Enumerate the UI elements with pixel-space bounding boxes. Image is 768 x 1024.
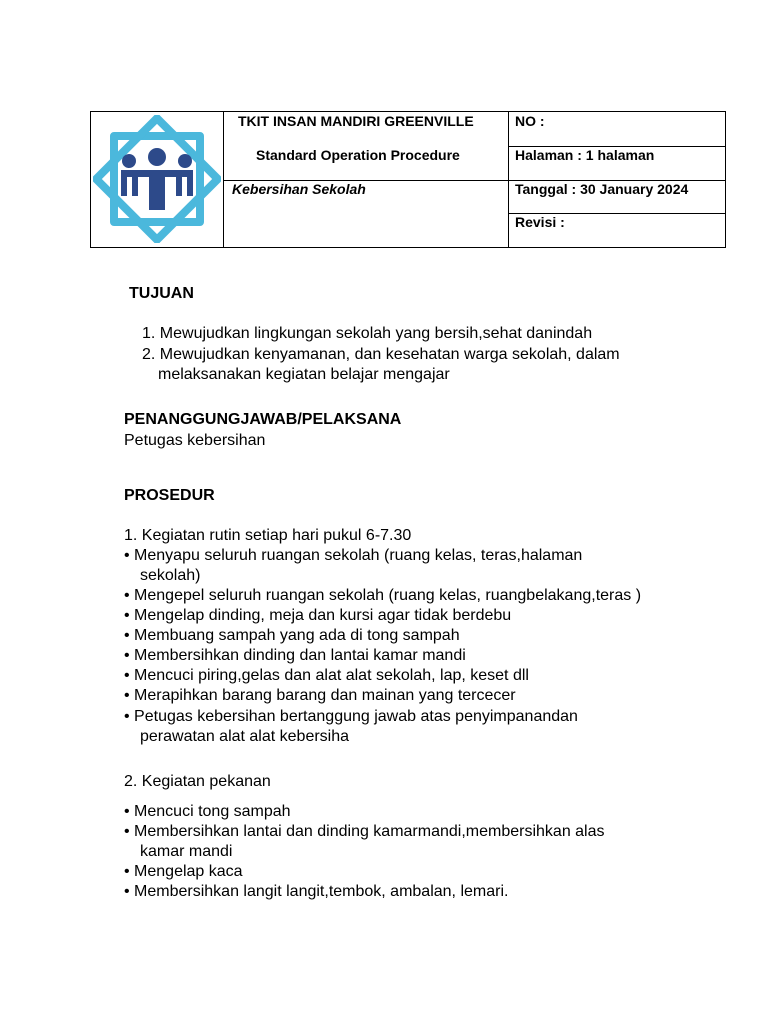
table-border-left <box>90 111 91 248</box>
section1-line: • Petugas kebersihan bertanggung jawab atas penyimpanandan <box>124 708 578 725</box>
section2-line: kamar mandi <box>140 843 233 860</box>
section1-line: perawatan alat alat kebersiha <box>140 728 350 745</box>
section1-line: • Membuang sampah yang ada di tong sampah <box>124 627 460 644</box>
doc-number: NO : <box>515 113 545 129</box>
tujuan-item: 1. Mewujudkan lingkungan sekolah yang bersih,sehat danindah <box>142 325 593 342</box>
table-border-top <box>90 111 726 112</box>
section1-line: sekolah) <box>140 567 201 584</box>
header-table <box>90 111 726 248</box>
tujuan-item-continuation: melaksanakan kegiatan belajar mengajar <box>158 366 450 383</box>
section2-line: • Mengelap kaca <box>124 863 243 880</box>
table-border-bottom <box>90 247 726 248</box>
section2-line: • Membersihkan langit langit,tembok, ambalan, lemari. <box>124 883 509 900</box>
section1-line: • Menyapu seluruh ruangan sekolah (ruang kelas, teras,halaman <box>124 547 583 564</box>
section1-line: • Merapihkan barang barang dan mainan yang tercecer <box>124 687 516 704</box>
doc-revision: Revisi : <box>515 214 565 230</box>
doc-pages: Halaman : 1 halaman <box>515 147 655 163</box>
school-name: TKIT INSAN MANDIRI GREENVILLE <box>238 113 474 129</box>
school-logo-icon <box>93 115 221 243</box>
doc-subject: Kebersihan Sekolah <box>232 181 366 197</box>
section1-line: • Mencuci piring,gelas dan alat alat sekolah, lap, keset dll <box>124 667 529 684</box>
prosedur-heading: PROSEDUR <box>124 487 215 504</box>
section1-title: 1. Kegiatan rutin setiap hari pukul 6-7.30 <box>124 527 412 544</box>
section1-line: • Mengepel seluruh ruangan sekolah (ruang kelas, ruangbelakang,teras ) <box>124 587 642 604</box>
section1-line: • Membersihkan dinding dan lantai kamar mandi <box>124 647 466 664</box>
section2-line: • Mencuci tong sampah <box>124 803 291 820</box>
doc-date: Tanggal : 30 January 2024 <box>515 181 689 197</box>
section1-line: • Mengelap dinding, meja dan kursi agar tidak berdebu <box>124 607 512 624</box>
pj-value: Petugas kebersihan <box>124 432 266 449</box>
doc-type: Standard Operation Procedure <box>256 147 460 163</box>
tujuan-heading: TUJUAN <box>129 285 194 302</box>
pj-heading: PENANGGUNGJAWAB/PELAKSANA <box>124 411 402 428</box>
tujuan-item: 2. Mewujudkan kenyamanan, dan kesehatan warga sekolah, dalam <box>142 346 620 363</box>
section2-title: 2. Kegiatan pekanan <box>124 773 271 790</box>
section2-line: • Membersihkan lantai dan dinding kamarmandi,membersihkan alas <box>124 823 605 840</box>
